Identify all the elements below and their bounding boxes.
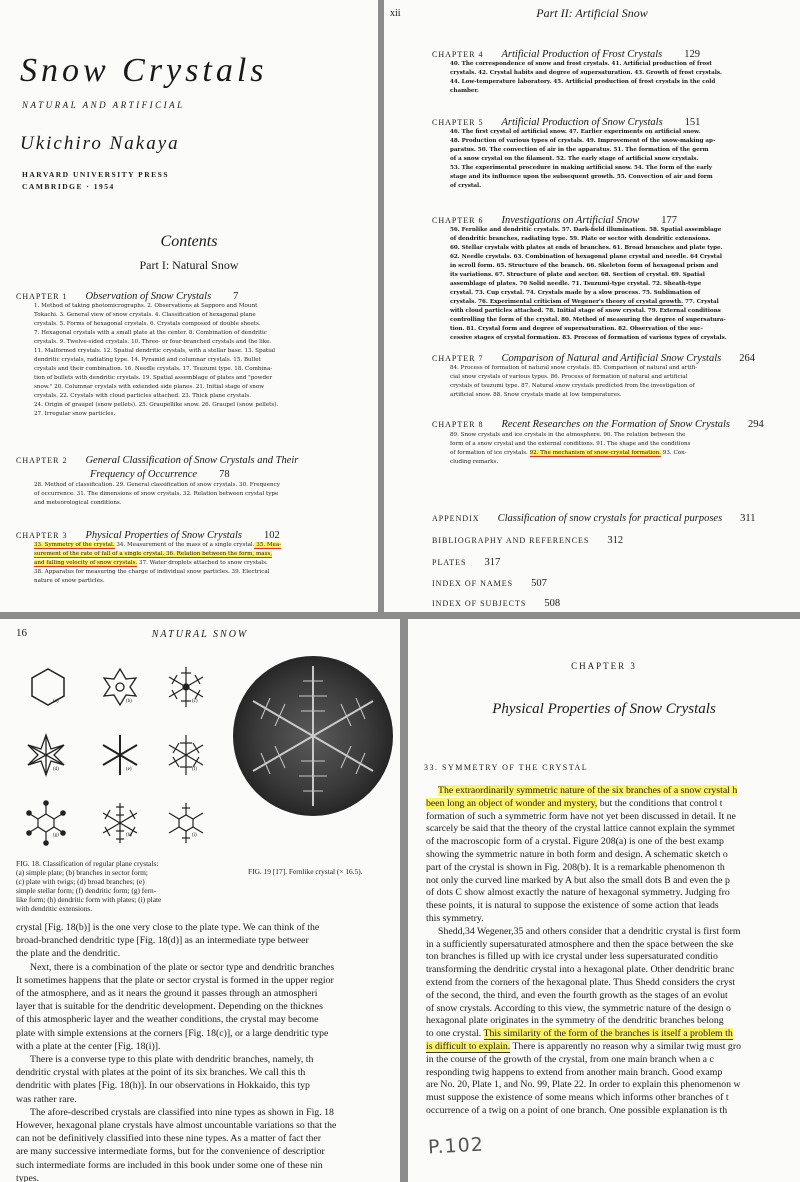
- caption-line: like form; (h) dendritic form with plates; (i) plate: [16, 895, 162, 904]
- chapter-label: CHAPTER 7: [432, 354, 484, 363]
- text: 93. Con-: [661, 450, 687, 456]
- text-line: of the macroscopic form of a crystal. Figure 208(a) is one of the best examp: [426, 836, 724, 848]
- text: to one crystal.: [426, 1028, 482, 1040]
- section-line: of dendritic branches, radiating type. 59. Plate or sector with dendritic extensions.: [450, 236, 711, 242]
- highlight: 35. Mea-: [254, 542, 282, 548]
- contents-heading: Contents: [160, 233, 218, 250]
- section-line: of a snow crystal on the filament. 52. The early stage of artificial snow crystals.: [450, 156, 699, 162]
- part-heading: Part I: Natural Snow: [139, 258, 239, 272]
- highlight: 36. Relation between the form, mass,: [164, 551, 273, 557]
- section-line: snow." 20. Columnar crystals with extended side planes. 21. Initial stage of snow: [34, 384, 264, 390]
- running-head: NATURAL SNOW: [151, 629, 249, 640]
- page-16-natural-snow: [0, 619, 400, 1182]
- text-line: are many successive intermediate forms, but for the convenience of descriptior: [16, 1146, 325, 1158]
- section-line: cluding remarks.: [450, 459, 499, 465]
- chapter-title: Physical Properties of Snow Crystals: [492, 701, 716, 717]
- text-line: dendritic with plates [Fig. 18(h)]. In our observations in Hokkaido, this typ: [16, 1080, 310, 1092]
- text-line: of this atmospheric layer and the weather conditions, the crystal may become: [16, 1014, 319, 1026]
- section-line: artificial snow. 88. Snow crystals made at low temperatures.: [450, 392, 622, 398]
- page-contents-continued: [384, 0, 800, 612]
- page-102-chapter-3: [408, 619, 800, 1182]
- text-line: There is a converse type to this plate with dendritic branches, namely, th: [30, 1054, 314, 1066]
- fig-label: (c): [192, 699, 198, 704]
- text-line: transforming the dendritic crystal into a hexagonal plate. Other dendritic branc: [426, 964, 735, 976]
- text-line: these points, it is natural to suppose the existence of some action that leads: [426, 900, 719, 912]
- crystal-a-simple-plate: [32, 669, 64, 705]
- text-line: However, hexagonal plane crystals have almost uncountable variations so that the: [16, 1120, 337, 1132]
- place-year: CAMBRIDGE · 1954: [22, 182, 115, 191]
- section-line: 7. Hexagonal crystals with a small plate at the center. 8. Combination of dendritic: [34, 330, 267, 336]
- text-line: layer that is suitable for the dendritic development. Depending on the thicknes: [16, 1001, 323, 1013]
- fig-label: (a): [53, 699, 59, 704]
- text: 77. Crystal: [683, 299, 719, 305]
- fig-label: (f): [192, 767, 197, 772]
- figure-19-fernlike-crystal-photo: [230, 653, 396, 819]
- chapter-label: CHAPTER 8: [432, 420, 484, 429]
- bibliography-entry: [432, 530, 623, 548]
- chapter-7-sections: [450, 364, 790, 400]
- section-line: crystal. 73. Cup crystal. 74. Crystals made by a slow process. 75. Sublimation of: [450, 290, 701, 296]
- chapter-page: 264: [739, 353, 755, 364]
- text-line: of the second, the third, and even the fourth growth as the stages of an evolut: [426, 989, 728, 1001]
- text-line: [426, 1028, 800, 1041]
- chapter-page: 102: [263, 530, 280, 541]
- chapter-title-cont: Frequency of Occurrence: [90, 469, 198, 480]
- section-line: 38. Apparatus for measuring the charge of individual snow particles. 39. Electrical: [34, 569, 270, 575]
- index-names-entry: [432, 573, 547, 591]
- chapter-label: CHAPTER 3: [16, 531, 68, 540]
- index-names-label: INDEX OF NAMES: [432, 579, 514, 588]
- chapter-5-sections: [450, 128, 790, 191]
- section-line: 62. Needle crystals. 63. Combination of hexagonal plane crystal and needle. 64 Crystal: [450, 254, 722, 260]
- figure-19-caption: FIG. 19 [17]. Fernlike crystal (× 16.5).: [248, 867, 363, 876]
- chapter-3-body: [426, 785, 800, 1118]
- section-line: 46. The first crystal of artificial snow. 47. Earlier experiments on artificial snow.: [450, 129, 701, 135]
- section-line: 11. Malformed crystals. 12. Spatial dendritic crystals, with a stellar base. 13. Spatial: [34, 348, 276, 354]
- text-line: scarcely be said that the theory of the crystal lattice cannot explain the symmet: [426, 823, 735, 835]
- section-line: its variations. 67. Structure of plate and sector. 68. Section of crystal. 69. Spatial: [450, 272, 705, 278]
- text-line: with a plate at the center [Fig. 18(i)].: [16, 1040, 161, 1052]
- section-line: [34, 550, 370, 559]
- section-line: cial snow crystals of various types. 86. Process of formation of natural and artificial: [450, 374, 688, 380]
- text-line: hexagonal plate originates in the symmetry of the dendritic branches belong: [426, 1015, 724, 1027]
- text: 34. Measurement of the mass of a single crystal.: [114, 542, 255, 548]
- section-line: Tokachi. 3. General view of snow crystals. 4. Classification of hexagonal plane: [34, 312, 256, 318]
- section-line: [450, 449, 790, 458]
- appendix-label: APPENDIX: [432, 514, 480, 523]
- chapter-8-sections: [450, 431, 790, 467]
- chapter-title: Investigations on Artificial Snow: [501, 215, 640, 226]
- page-number: 16: [16, 627, 27, 639]
- chapter-page: 78: [219, 469, 230, 480]
- text-line: this symmetry.: [426, 912, 484, 924]
- chapter-8-entry: [432, 414, 764, 432]
- section-line: 84. Process of formation of natural snow crystals. 85. Comparison of natural and artifi-: [450, 365, 697, 371]
- text-line: [426, 798, 800, 811]
- text-line: was rather rare.: [16, 1093, 77, 1105]
- highlight: This similarity of the form of the branches is itself a problem th: [483, 1028, 733, 1040]
- index-subjects-entry: [432, 593, 560, 611]
- appendix-title: Classification of snow crystals for practical purposes: [497, 513, 723, 524]
- section-line: controlling the form of the crystal. 80. Method of measuring the degree of supersatura-: [450, 317, 726, 323]
- chapter-label: CHAPTER 5: [432, 118, 484, 127]
- section-heading: 33. SYMMETRY OF THE CRYSTAL: [424, 763, 589, 772]
- section-line: 27. Irregular snow particles.: [34, 411, 116, 417]
- section-line: of occurrence. 31. The dimensions of snow crystals. 32. Relation between crystal type: [34, 491, 279, 497]
- chapter-2-sections: [34, 481, 370, 508]
- text-line: extend from the corners of the hexagonal plate. Thus Shedd considers the cryst: [426, 976, 736, 988]
- bibliography-page: 312: [607, 535, 624, 546]
- book-subtitle: NATURAL AND ARTIFICIAL: [22, 100, 185, 110]
- underlined-text: 76. Experimental criticism of Wegener's theory of crystal growth.: [478, 299, 684, 305]
- plates-label: PLATES: [432, 558, 467, 567]
- book-title: Snow Crystals: [20, 52, 268, 89]
- index-subjects-label: INDEX OF SUBJECTS: [432, 599, 527, 608]
- highlight: 33. Symmetry of the crystal.: [34, 542, 115, 548]
- text-line: Next, there is a combination of the plate or sector type and dendritic branches: [30, 961, 335, 973]
- fig-label: (i): [192, 833, 197, 838]
- section-line: and meteorological conditions.: [34, 500, 122, 506]
- chapter-label: CHAPTER 6: [432, 216, 484, 225]
- text-line: of snow crystals. According to this view, the symmetric nature of the design o: [426, 1002, 731, 1014]
- text-line: formation of such a symmetric form have not yet been discussed in detail. It ne: [426, 810, 736, 822]
- text-line: must suppose the existence of some means which informs other branches of t: [426, 1092, 729, 1104]
- chapter-title: Recent Researches on the Formation of Snow Crystals: [501, 419, 730, 430]
- section-line: of crystal.: [450, 183, 482, 189]
- text-line: are No. 20, Plate 1, and No. 99, Plate 22. In order to explain this phenomenon w: [426, 1079, 741, 1091]
- highlight: The extraordinarily symmetric nature of the six branches of a snow crystal h: [438, 785, 738, 796]
- text-line: part of the crystal is shown in Fig. 208(b). It is a remarkable phenomenon th: [426, 861, 725, 873]
- publisher: HARVARD UNIVERSITY PRESS: [22, 170, 170, 179]
- text-line: in a sufficiently supersaturated atmosphere and then the space between the ske: [426, 938, 734, 950]
- chapter-label: CHAPTER 4: [432, 50, 484, 59]
- caption-line: FIG. 18. Classification of regular plane crystals:: [16, 859, 159, 868]
- section-line: with cloud particles attached. 78. Initial stage of snow crystal. 79. External conditions: [450, 308, 721, 314]
- text-line: crystal [Fig. 18(b)] is the one very close to the plate type. We can think of the: [16, 922, 320, 933]
- section-line: 53. The experimental procedure in making artificial snow. 54. The form of the early: [450, 165, 713, 171]
- section-line: 28. Method of classification. 29. General classification of snow crystals. 30. Frequency: [34, 482, 280, 488]
- section-line: 24. Origin of graupel (snow pellets). 25. Graupellike snow. 26. Graupel (snow pellets).: [34, 402, 279, 408]
- section-line: crystals. 42. Crystal habits and degree of supersaturation. 43. Growth of frost crystals.: [450, 70, 722, 76]
- text-line: of the atmosphere, and as it nears the ground it passes through an atmospheri: [16, 988, 318, 1000]
- author-name: Ukichiro Nakaya: [20, 133, 180, 154]
- section-line: 40. The correspondence of snow and frost crystals. 41. Artificial production of frost: [450, 61, 712, 67]
- bibliography-label: BIBLIOGRAPHY AND REFERENCES: [432, 536, 590, 545]
- section-line: [450, 298, 790, 307]
- text-line: such intermediate forms are included in this book under some one of these nin: [16, 1159, 323, 1171]
- text-line: [426, 1041, 800, 1054]
- section-line: [34, 541, 370, 550]
- section-line: stage and its influence upon the subsequent growth. 55. Convection of air and form: [450, 174, 713, 180]
- section-line: 48. Production of various types of crystals. 49. Improvement of the snow-making ap-: [450, 138, 716, 144]
- caption-line: with dendritic extensions.: [16, 904, 93, 913]
- fig-label: (b): [126, 699, 132, 704]
- highlight: is difficult to explain.: [426, 1040, 511, 1052]
- text-line: broad-branched dendritic type [Fig. 18(d)] as an intermediate type betweer: [16, 935, 309, 947]
- section-line: crystals of tsuzumi type. 87. Natural snow crystals predicted from the investigation of: [450, 383, 695, 389]
- chapter-label: CHAPTER 1: [16, 292, 68, 301]
- chapter-page: 177: [661, 215, 677, 226]
- text-line: showing the symmetric nature in both form and design. A schematic sketch o: [426, 848, 728, 860]
- chapter-1-sections: [34, 302, 370, 419]
- appendix-entry: [432, 508, 756, 526]
- section-line: 44. Low-temperature laboratory. 45. Artificial production of frost crystals in the cold: [450, 79, 716, 85]
- part-heading: Part II: Artificial Snow: [536, 6, 648, 20]
- plates-entry: [432, 552, 500, 570]
- chapter-title: Observation of Snow Crystals: [85, 291, 212, 302]
- text: but the conditions that control t: [597, 797, 723, 809]
- section-line: nature of snow particles.: [34, 578, 105, 584]
- section-line: 56. Fernlike and dendritic crystals. 57. Dark-field illumination. 58. Spatial assemblage: [450, 227, 722, 233]
- chapter-page: 7: [233, 291, 239, 302]
- chapter-title: Physical Properties of Snow Crystals: [85, 530, 242, 541]
- text: There is apparently no reason why a similar twig must gro: [510, 1040, 741, 1052]
- section-line: crystals and their combination. 16. Needle crystals. 17. Tsuzumi type. 18. Combina-: [34, 366, 273, 372]
- highlight: 92. The mechanism of snow-crystal formation.: [529, 450, 662, 456]
- text-line: ton branches is filled up with ice crystal under less supersaturated conditio: [426, 951, 718, 963]
- figure-18-caption: [16, 859, 226, 913]
- text-line: It sometimes happens that the plate or sector crystal is formed in the upper regior: [16, 974, 334, 986]
- text-line: not only the curved line marked by A but also the small dots B and even the p: [426, 874, 730, 886]
- chapter-number: CHAPTER 3: [571, 661, 637, 671]
- highlight: and falling velocity of snow crystals.: [34, 560, 138, 566]
- text-line: types.: [16, 1172, 40, 1182]
- section-line: 60. Stellar crystals with plates at ends of branches. 61. Broad branches and plate type.: [450, 245, 723, 251]
- chapter-title: Comparison of Natural and Artificial Snow Crystals: [501, 353, 722, 364]
- section-line: in scroll form. 65. Structure of the branch. 66. Skeleton form of hexagonal prism and: [450, 263, 719, 269]
- text-line: in the course of the growth of the crystal, from one main branch when a c: [426, 1053, 714, 1065]
- fig-label: (d): [53, 767, 59, 772]
- caption-line: simple stellar form; (f) dendritic form; (g) fern-: [16, 886, 157, 895]
- roman-page-number: xii: [390, 8, 401, 19]
- section-line: crystals. 9. Twelve-sided crystals. 10. Three- or four-branched crystals and the like.: [34, 339, 272, 345]
- chapter-page: 151: [684, 117, 701, 128]
- text: crystals.: [450, 299, 479, 305]
- figure-18-crystal-grid: [16, 655, 216, 855]
- crystal-g-plates: [27, 801, 65, 845]
- text-line: can not be definitively classified into these nine types. As a matter of fact ther: [16, 1133, 321, 1145]
- page-16-body-text: [16, 921, 396, 1182]
- text-line: of dots C show almost exactly the nature of hexagonal symmetry. Judging fro: [426, 887, 730, 899]
- chapter-page: 129: [684, 49, 701, 60]
- text: 37. Water droplets attached to snow crystals.: [137, 560, 268, 566]
- chapter-3-sections: [34, 541, 370, 586]
- chapter-6-sections: [450, 226, 790, 343]
- fig-label: (g): [53, 833, 59, 838]
- section-line: assemblage of plates. 70 Solid needle. 71. Tsuzumi-type crystal. 72. Sheath-type: [450, 281, 702, 287]
- fig-label: (e): [126, 767, 132, 772]
- chapter-4-sections: [450, 60, 790, 96]
- chapter-2-title-cont: [90, 464, 230, 482]
- text-line: The afore-described crystals are classified into nine types as shown in Fig. 18: [30, 1106, 334, 1118]
- text-line: plate with simple extensions at the corners [Fig. 18(c)], or a large dendritic type: [16, 1027, 329, 1039]
- section-line: form of a snow crystal and the external conditions. 91. The shape and the conditions: [450, 441, 691, 447]
- fig-label: (h): [126, 833, 132, 838]
- chapter-title: Artificial Production of Snow Crystals: [501, 117, 663, 128]
- crystal-f-dendritic: [169, 735, 203, 775]
- text: of formation of ice crystals.: [450, 450, 530, 456]
- plates-page: 317: [484, 557, 501, 568]
- section-line: crystals. 22. Crystals with cloud particles attached. 23. Thick plane crystals.: [34, 393, 251, 399]
- text-line: dendritic crystal with plates at the point of its six branches. We call this th: [16, 1067, 306, 1079]
- chapter-label: CHAPTER 2: [16, 456, 68, 465]
- index-subjects-page: 508: [544, 598, 561, 609]
- chapter-page: 294: [748, 419, 764, 430]
- chapter-title: General Classification of Snow Crystals and Their: [85, 455, 299, 466]
- section-line: [34, 559, 370, 568]
- text-line: Shedd,34 Wegener,35 and others consider that a dendritic crystal is first form: [438, 925, 741, 937]
- caption-line: (c) plate with twigs; (d) broad branches; (e): [16, 877, 145, 886]
- text-line: occurrence of a twig on a point of one branch. One possible explanation is th: [426, 1104, 728, 1116]
- page-title-contents: [0, 0, 378, 612]
- section-line: crystals. 5. Forms of hexagonal crystals. 6. Crystals composed of double sheets.: [34, 321, 261, 327]
- text-line: responding twig happens to extend from another main branch. Good examp: [426, 1066, 723, 1078]
- section-line: cessive stages of crystal formation. 83. Process of formation of various types of crystals.: [450, 335, 727, 341]
- handwritten-page-note: P.102: [427, 1133, 485, 1159]
- text-line: the plate and the dendritic.: [16, 948, 121, 960]
- highlight: been long an object of wonder and mystery,: [426, 797, 598, 809]
- caption-line: (a) simple plate; (b) branches in sector form;: [16, 868, 148, 877]
- highlight: surement of the rate of fall of a single crystal.: [34, 551, 165, 557]
- crystal-i-plate-extensions: [169, 803, 203, 843]
- section-line: 1. Method of taking photomicrographs. 2. Observations at Sapporo and Mount: [34, 303, 258, 309]
- text-line: [426, 785, 800, 798]
- section-line: dendritic crystals, radiating type. 14. Pyramid and columnar crystals. 15. Bullet: [34, 357, 261, 363]
- index-names-page: 507: [531, 578, 547, 589]
- chapter-title: Artificial Production of Frost Crystals: [501, 49, 663, 60]
- section-line: tion. 81. Crystal form and degree of supersaturation. 82. Observation of the suc-: [450, 326, 703, 332]
- section-line: tion of bullets with dendritic crystals. 19. Spatial assemblage of plates and "powder: [34, 375, 273, 381]
- appendix-page: 311: [740, 513, 756, 524]
- section-line: paratus. 50. The convection of air in the apparatus. 51. The formation of the germ: [450, 147, 709, 153]
- section-line: 89. Snow crystals and ice crystals in the atmosphere. 90. The relation between the: [450, 432, 686, 438]
- section-line: chamber.: [450, 88, 479, 94]
